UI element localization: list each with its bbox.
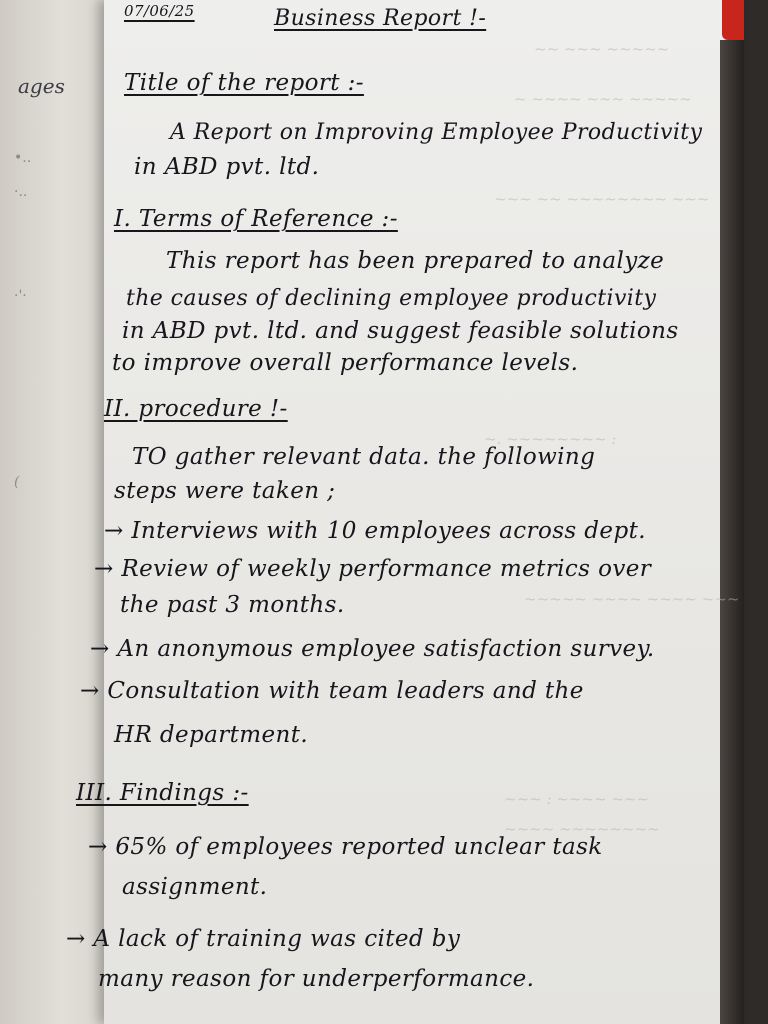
findings-heading: III. Findings :-	[76, 780, 249, 806]
page-shadow-edge	[720, 40, 744, 1024]
terms-text-line: the causes of declining employee productivity	[126, 286, 657, 311]
show-through-text: ~~ ~~~ ~~~~~	[534, 40, 670, 58]
findings-bullet: → A lack of training was cited by	[66, 926, 461, 952]
terms-heading: I. Terms of Reference :-	[114, 206, 398, 232]
terms-text-line: to improve overall performance levels.	[112, 350, 579, 376]
procedure-intro-line: TO gather relevant data. the following	[132, 444, 596, 470]
procedure-bullet: → An anonymous employee satisfaction survey.	[90, 636, 655, 662]
title-heading: Title of the report :-	[124, 70, 364, 96]
left-page-mark: ·..	[14, 184, 28, 200]
show-through-text: ~~~ ~~ ~~~~~~~~ ~~~	[494, 190, 710, 208]
previous-page-edge	[0, 0, 112, 1024]
show-through-text: ~ ~~~~ ~~~ ~~~~~	[514, 90, 692, 108]
report-title-line: A Report on Improving Employee Productivity	[170, 120, 703, 145]
show-through-text: ~~~~~ ~~~~ ~~~~ ~~~	[524, 590, 740, 608]
terms-text-line: This report has been prepared to analyze	[166, 248, 665, 274]
procedure-bullet: the past 3 months.	[120, 592, 345, 618]
show-through-text: ~~~ : ~~~~ ~~~	[504, 790, 650, 808]
procedure-bullet: HR department.	[114, 722, 309, 748]
procedure-bullet: → Consultation with team leaders and the	[80, 678, 584, 704]
findings-bullet: → 65% of employees reported unclear task	[88, 834, 603, 860]
procedure-bullet: → Review of weekly performance metrics over	[94, 556, 652, 582]
procedure-heading: II. procedure !-	[104, 396, 288, 422]
findings-bullet: many reason for underperformance.	[98, 966, 535, 992]
notebook-page	[66, 0, 744, 1024]
left-page-mark: (	[14, 474, 20, 490]
procedure-intro-line: steps were taken ;	[114, 478, 336, 504]
procedure-bullet: → Interviews with 10 employees across dept.	[104, 518, 646, 544]
show-through-text: ~~~~ ~~~~~~~~	[504, 820, 660, 838]
findings-bullet: assignment.	[122, 874, 268, 900]
red-page-tab	[722, 0, 744, 40]
page-title: Business Report !-	[274, 6, 487, 31]
left-page-mark: ·'·	[14, 288, 27, 304]
show-through-text: ~. ~~~~~~~~ :	[484, 430, 617, 448]
left-page-word: ages	[18, 74, 65, 98]
report-title-line: in ABD pvt. ltd.	[134, 154, 320, 180]
entry-date: 07/06/25	[124, 2, 195, 20]
terms-text-line: in ABD pvt. ltd. and suggest feasible solutions	[122, 318, 679, 344]
left-page-mark: •..	[14, 150, 32, 166]
